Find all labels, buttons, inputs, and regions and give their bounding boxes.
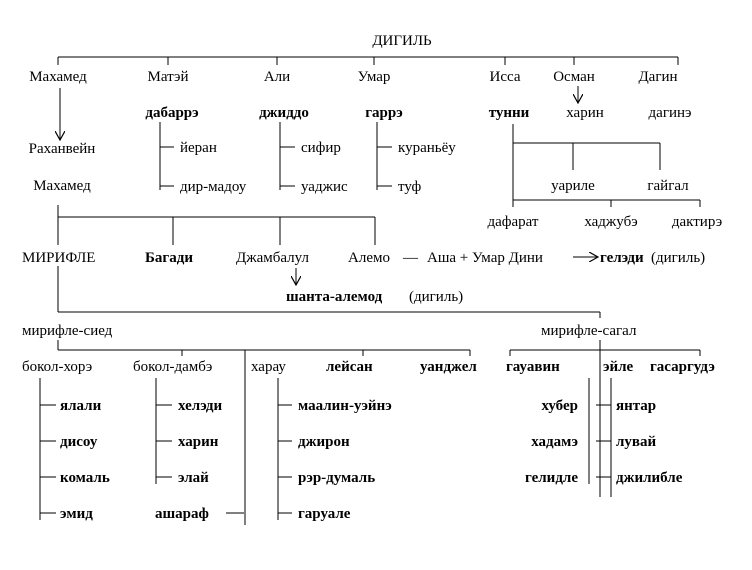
jambalul-label: Джамбалул — [236, 250, 309, 266]
subclan-garre: гаррэ — [365, 105, 403, 121]
item-jilible: джилибле — [616, 470, 683, 486]
clan-matey: Матэй — [147, 69, 189, 85]
branch-hadjube: хаджубэ — [584, 214, 638, 230]
subclan-dagine: дагинэ — [648, 105, 692, 121]
item-yantar: янтар — [616, 398, 657, 414]
clan-ali: Али — [263, 69, 291, 85]
item-maalin-ueyne: маалин-уэйнэ — [298, 398, 392, 414]
mahamed-second-label: Махамед — [33, 178, 91, 194]
shanta-note: (дигиль) — [409, 289, 464, 305]
item-rer-dumal: рэр-думаль — [298, 470, 376, 486]
item-gelidle: гелидле — [525, 470, 578, 486]
group-eyle: эйле — [603, 359, 634, 375]
group-gasargude: гасаргудэ — [650, 359, 715, 375]
item-heledi: хелэди — [178, 398, 223, 414]
branch-sifir: сифир — [301, 140, 341, 156]
rahanweyn-label: Раханвейн — [28, 141, 96, 157]
geledi-note: (дигиль) — [651, 250, 706, 266]
group-uanjel: уанджел — [420, 359, 477, 375]
alemo-label: Алемо — [348, 250, 390, 266]
item-hadame: хадамэ — [531, 434, 578, 450]
bagadi-label: Багади — [145, 250, 193, 266]
group-leysan: лейсан — [326, 359, 373, 375]
branch-dir-madou: дир-мадоу — [180, 179, 247, 195]
group-gauavin: гауавин — [506, 359, 560, 375]
item-luvay: лувай — [616, 434, 657, 450]
shanta-alemod-label: шанта-алемод — [286, 289, 383, 305]
branch-dafarat: дафарат — [487, 214, 539, 230]
clan-osman: Осман — [553, 69, 595, 85]
branch-daktire: дактирэ — [671, 214, 723, 230]
item-emid: эмид — [60, 506, 93, 522]
item-harin: харин — [178, 434, 219, 450]
item-asharaf: ашараф — [155, 506, 209, 522]
clan-issa: Исса — [489, 69, 521, 85]
subclan-jiddo: джиддо — [259, 105, 309, 121]
branch-tuf: туф — [398, 179, 422, 195]
group-bokol-hore: бокол-хорэ — [22, 359, 93, 375]
item-huber: хубер — [541, 398, 578, 414]
mirifle-sagal-label: мирифле-сагал — [541, 323, 637, 339]
subclan-harin: харин — [566, 105, 604, 121]
item-jiron: джирон — [298, 434, 350, 450]
item-disou: дисоу — [60, 434, 98, 450]
mirifle-sied-label: мирифле-сиед — [22, 323, 113, 339]
geledi-label: гелэди — [600, 250, 644, 266]
branch-kuranyou: кураньёу — [398, 140, 456, 156]
root-label: ДИГИЛЬ — [372, 33, 432, 49]
subclan-dabarre: дабаррэ — [145, 105, 199, 121]
item-yalali: ялали — [60, 398, 102, 414]
subclan-tunni: тунни — [488, 105, 530, 121]
mirifle-label: МИРИФЛЕ — [22, 250, 96, 266]
clan-umar: Умар — [357, 69, 391, 85]
branch-uadjis: уаджис — [301, 179, 348, 195]
item-garuale: гаруале — [298, 506, 351, 522]
branch-gaygal: гайгал — [647, 178, 689, 194]
clan-mahamed: Махамед — [29, 69, 87, 85]
item-elay: элай — [178, 470, 209, 486]
group-bokol-dambe: бокол-дамбэ — [133, 359, 213, 375]
clan-dagin: Дагин — [638, 69, 678, 85]
dash-separator: — — [403, 250, 418, 266]
branch-yeran: йеран — [180, 140, 217, 156]
item-komal: комаль — [60, 470, 110, 486]
asha-umar-label: Аша + Умар Дини — [427, 250, 543, 266]
group-harau: харау — [251, 359, 286, 375]
branch-uarile: уариле — [551, 178, 595, 194]
